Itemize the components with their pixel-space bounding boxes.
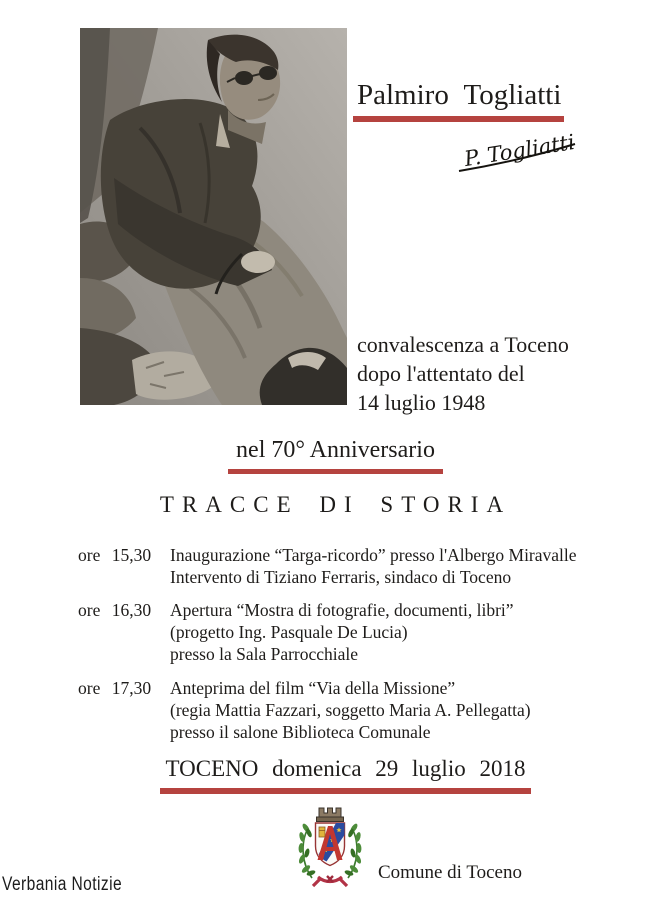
ribbon <box>313 876 347 886</box>
caption-line-1: convalescenza a Toceno <box>357 332 569 357</box>
mural-crown <box>317 808 344 822</box>
laurel-branch-left <box>298 823 316 878</box>
anniversary-row <box>0 437 671 474</box>
schedule-1-line-2: Intervento di Tiziano Ferraris, sindaco di Toceno <box>170 567 512 587</box>
watermark-label: Verbania Notizie <box>2 874 123 895</box>
caption-line-2: dopo l'attentato del <box>357 361 525 386</box>
schedule-item-2 <box>78 599 514 665</box>
togliatti-photo-illustration <box>80 28 347 405</box>
toceno-coat-of-arms <box>295 800 365 893</box>
schedule-3-line-3: presso il salone Biblioteca Comunale <box>170 722 431 742</box>
caption-line-3: 14 luglio 1948 <box>357 390 486 415</box>
coat-of-arms-illustration <box>295 800 365 893</box>
schedule-item-3 <box>78 677 531 743</box>
main-title: TRACCE DI STORIA <box>159 492 512 517</box>
schedule-2-line-1: Apertura “Mostra di fotografie, documenti, libri” <box>170 600 514 620</box>
schedule-desc-1 <box>170 544 577 588</box>
anniversary-label: nel 70° Anniversario <box>228 437 443 474</box>
event-row <box>0 755 671 794</box>
schedule-desc-2 <box>170 599 514 665</box>
signature-illustration <box>453 118 581 178</box>
municipality-label: Comune di Toceno <box>378 862 522 883</box>
small-emblem <box>319 827 325 837</box>
event-date-label: TOCENO domenica 29 luglio 2018 <box>160 755 532 794</box>
schedule-2-line-2: (progetto Ing. Pasquale De Lucia) <box>170 622 408 642</box>
schedule-2-line-3: presso la Sala Parrocchiale <box>170 644 359 664</box>
togliatti-photo <box>80 28 347 405</box>
schedule-item-1 <box>78 544 577 588</box>
signature <box>453 118 581 178</box>
signature-text: P. Togliatti <box>462 129 577 172</box>
schedule-time-3: ore 17,30 <box>78 678 152 698</box>
laurel-branch-right <box>344 823 362 878</box>
schedule-time-2: ore 16,30 <box>78 600 152 620</box>
page-title: Palmiro Togliatti <box>353 78 564 122</box>
schedule-3-line-2: (regia Mattia Fazzari, soggetto Maria A. Pellegatta) <box>170 700 531 720</box>
schedule-3-line-1: Anteprima del film “Via della Missione” <box>170 678 456 698</box>
schedule-desc-3 <box>170 677 531 743</box>
schedule-time-1: ore 15,30 <box>78 545 152 565</box>
schedule-1-line-1: Inaugurazione “Targa-ricordo” presso l'Albergo Miravalle <box>170 545 577 565</box>
photo-caption <box>357 330 569 417</box>
